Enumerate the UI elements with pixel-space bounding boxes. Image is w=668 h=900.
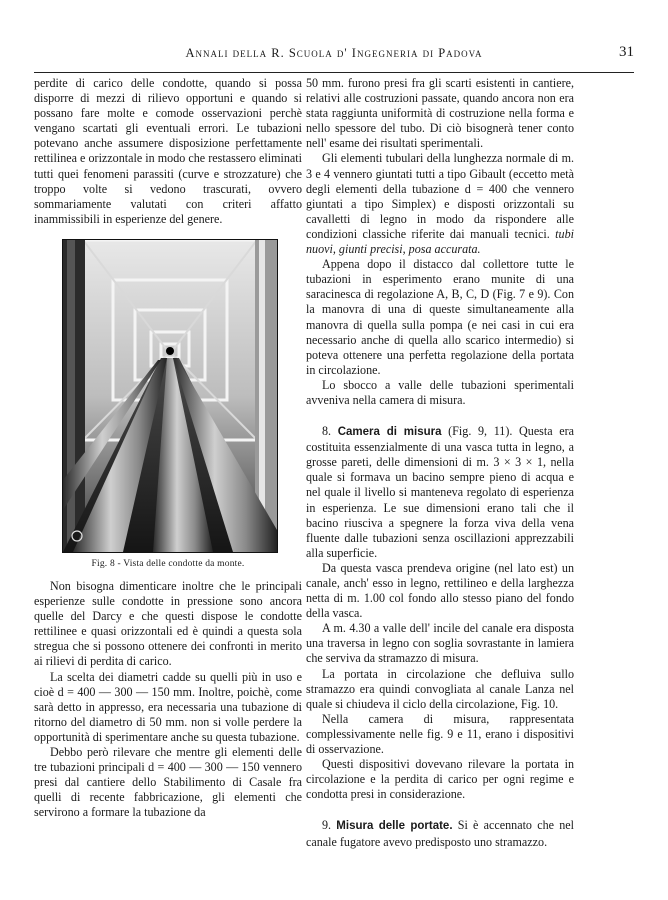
right-paragraph-4: Lo sbocco a valle delle tubazioni sperimentali avveniva nella camera di misura. (306, 377, 574, 407)
right-paragraph-2 (306, 151, 574, 257)
left-paragraph-4: Debbo però rilevare che mentre gli elementi delle tre tubazioni principali d = 400 — 300 — 150 vennero presi dal cantiere dello Stabilimento di Casale fra quelli di recente fabbricazione, gli elementi che servirono a formare la tubazione da (34, 744, 302, 820)
right-paragraph-2-text: Gli elementi tubulari della lunghezza normale di m. 3 e 4 vennero giuntati tutti a tipo Gibault (eccetto metà degli elementi della tubazione d = 400 che vennero giuntati a tipo Simplex) e disposti orizzontali su cavalletti di legno in modo da rispondere alle condizioni classiche riferite dai manuali tecnici. (306, 151, 574, 241)
right-paragraph-7: A m. 4.30 a valle dell' incile del canale era disposta una traversa in legno con soglia sovrastante in lamiera che serviva da stramazzo di misura. (306, 621, 574, 666)
right-paragraph-3: Appena dopo il distacco dal collettore tutte le tubazioni in esperimento erano munite di una saracinesca di regolazione A, B, C, D (Fig. 7 e 9). Con la manovra di una di queste simultaneamente alla manovra di quella sulla pompa (e nei casi in cui era necessario anche di quella allo scarico intermedio) si poteva ottenere una perfetta regolazione della portata in circolazione. (306, 257, 574, 377)
section-8-number: 8. (322, 424, 332, 439)
left-paragraph-3: La scelta dei diametri cadde su quelli più in uso e cioè d = 400 — 300 — 150 mm. Inoltre, poichè, come sarà detto in appresso, era necessaria una tubazione di ritorno del diametro di 50 mm. non si volle perdere la opportunità di sperimentare anche su questa tubazione. (34, 669, 302, 744)
right-paragraph-8: La portata in circolazione che defluiva sullo stramazzo era quindi convogliata al canale Lanza nel quale si chiudeva il ciclo della circolazione, Fig. 10. (306, 666, 574, 711)
figure-8-photo (62, 239, 278, 553)
page-number: 31 (619, 44, 634, 60)
right-paragraph-6: Da questa vasca prendeva origine (nel lato est) un canale, anch' esso in legno, rettilineo e della larghezza netta di m. 1.00 col fondo allo stesso piano del fondo della vasca. (306, 560, 574, 621)
section-9-title: Misura delle portate. (336, 820, 453, 833)
right-column (306, 76, 574, 850)
right-paragraph-1: 50 mm. furono presi fra gli scarti esistenti in cantiere, relativi alle costruzioni passate, quando ancora non era stata raggiunta uniformità di costruzione nella forma e nello spessore del tubo. Di ciò bisognerà tener conto nell' esame dei risultati sperimentali. (306, 76, 574, 151)
left-paragraph-1: perdite di carico delle condotte, quando si possa disporre di mezzi di rilievo opportuni e quando si possano fare molte e comode osservazioni perchè vengano scartati gli eventuali errori. Le tubazioni potevano anche assumere disposizione perfettamente rettilinea e orizzontale in modo che restassero eliminati tutti quei fenomeni parassiti (curve e strozzature) che troppo volte si vedono trascurati, ovvero sommariamente valutati con criteri affatto inammissibili in esperienze del genere. (34, 76, 302, 226)
section-9-number: 9. (322, 818, 332, 833)
section-9-text: Si è accennato che nel canale fugatore avevo predisposto uno stramazzo. (306, 818, 574, 849)
right-paragraph-10: Questi dispositivi dovevano rilevare la portata in circolazione e la perdita di carico per ogni regime e condotta presi in considerazione. (306, 757, 574, 802)
section-8-text: (Fig. 9, 11). Questa era costituita essenzialmente di una vasca tutta in legno, a grosse pareti, delle dimensioni di m. 3 × 3 × 1, nella quale si formava un bacino sempre pieno di acqua e nel quale il livello si manteneva regolato di esperienza in esperienza. Le sue dimensioni erano tali che il bacino riusciva a spegnere la forza viva della vena fluente dalle tubazioni senza oscillazioni apprezzabili alla superficie. (306, 424, 575, 560)
left-paragraph-2: Non bisogna dimenticare inoltre che le principali esperienze sulle condotte in pressione sono ancora quelle del Darcy e che questi dispose le condotte rettilinee e quasi orizzontali ed è quindi a questa sola stregua che si possono ottenere dei confronti in merito ai rilievi di perdita di carico. (34, 578, 302, 669)
figure-8-caption: Fig. 8 - Vista delle condotte da monte. (91, 558, 245, 569)
page-header (34, 42, 634, 73)
right-paragraph-9: Nella camera di misura, rappresentata complessivamente nelle fig. 9 e 11, erano i dispositivi di osservazione. (306, 711, 574, 757)
pipe-gallery-illustration (63, 240, 277, 552)
section-8-paragraph (306, 424, 574, 561)
section-9-paragraph (306, 818, 574, 849)
left-column (34, 76, 302, 820)
running-title: Annali della R. Scuola d' Ingegneria di Padova (185, 46, 483, 60)
section-8-title: Camera di misura (337, 426, 442, 439)
right-paragraph-2-italic: tubi nuovi, giunti precisi, posa accurata. (306, 226, 574, 257)
